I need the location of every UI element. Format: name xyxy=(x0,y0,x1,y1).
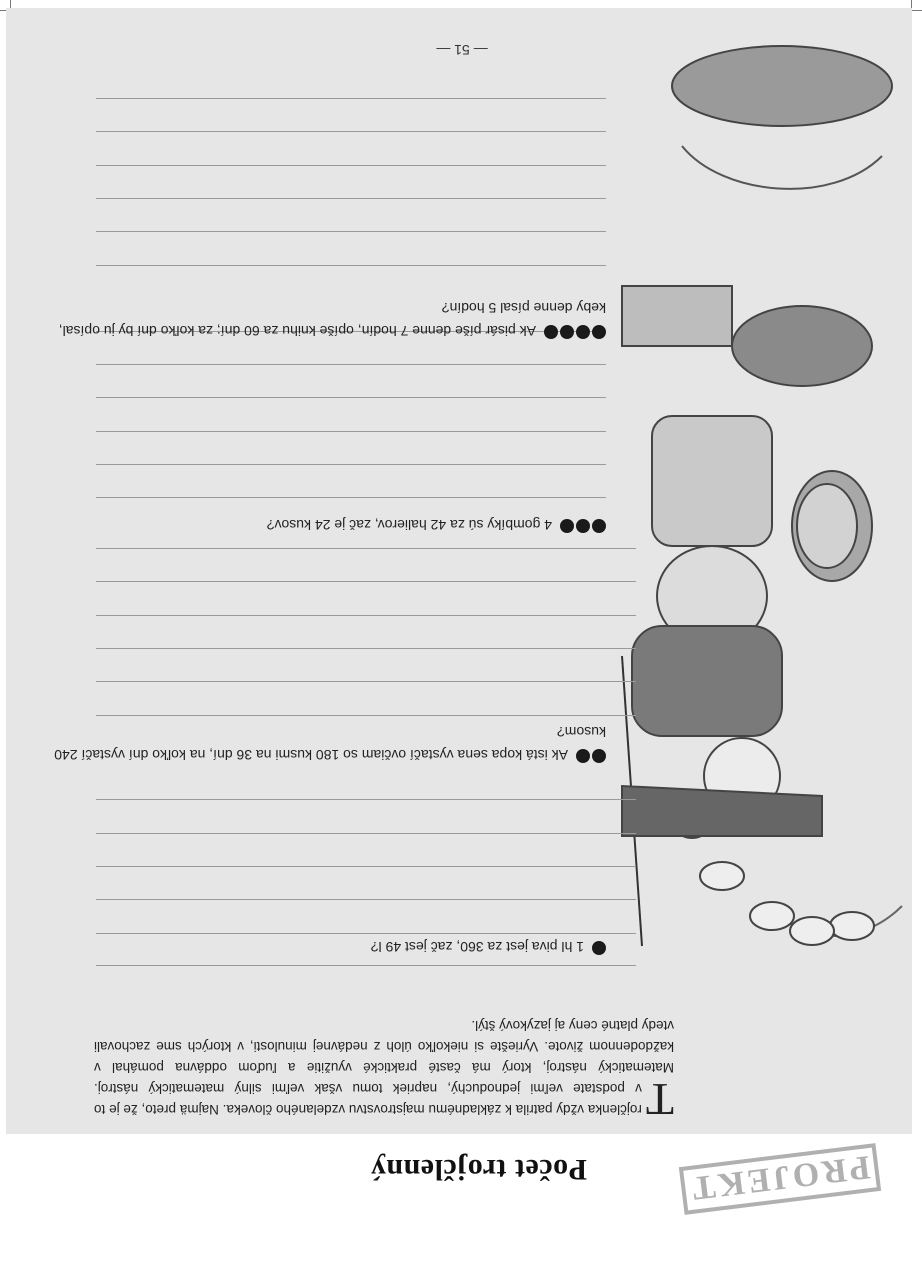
answer-line xyxy=(96,581,636,582)
answer-line xyxy=(96,431,606,432)
difficulty-dots xyxy=(590,935,606,957)
answer-line xyxy=(96,131,606,132)
answer-line xyxy=(96,933,636,934)
answer-line xyxy=(96,397,606,398)
task-text: 1 hl piva jest za 360, zač jest 49 l? xyxy=(370,939,584,955)
task-text: Ak istá kopa sena vystačí ovčiam so 180 kusmi na 36 dní, na koľko dní vystačí 240 kusom? xyxy=(54,724,606,763)
task-3 xyxy=(46,513,606,536)
answer-line xyxy=(96,866,636,867)
task-text: 4 gombíky sú za 42 halierov, zač je 24 kusov? xyxy=(266,517,552,533)
svg-text:PROJEKT: PROJEKT xyxy=(687,1148,873,1207)
task-1 xyxy=(46,935,606,958)
title-band xyxy=(0,1136,922,1286)
task-text: Ak pisár píše denne 7 hodín, opíše knihu za 60 dní; za koľko dní by ju opísal, keby denne písal 5 hodín? xyxy=(58,300,606,339)
answer-line xyxy=(96,548,636,549)
answer-line xyxy=(96,965,636,966)
scribe-illustration-icon xyxy=(592,16,922,986)
answer-line xyxy=(96,648,636,649)
page-title: Počet trojčlenný xyxy=(370,1153,587,1186)
answer-line xyxy=(96,464,606,465)
intro-text xyxy=(94,1015,674,1125)
answer-line xyxy=(96,364,606,365)
drop-cap: T xyxy=(645,1074,674,1125)
page-number: — 51 — xyxy=(436,42,488,58)
difficulty-dots xyxy=(542,319,606,341)
answer-line xyxy=(96,799,636,800)
projekt-stamp-icon xyxy=(678,1142,883,1216)
answer-line xyxy=(96,681,636,682)
answer-line xyxy=(96,231,606,232)
answer-line xyxy=(96,833,636,834)
answer-line xyxy=(96,265,606,266)
answer-line xyxy=(96,165,606,166)
answer-line xyxy=(96,98,606,99)
difficulty-dots xyxy=(574,743,606,765)
answer-line xyxy=(96,715,636,716)
answer-line xyxy=(96,497,606,498)
answer-line xyxy=(96,198,606,199)
answer-line xyxy=(96,899,636,900)
intro-paragraph: rojčlenka vždy patrila k základnému majstrovstvu vzdelaného človeka. Najmä preto, že je to v podstate veľmi jednoduchý, napriek tomu však veľmi silný matematický nástroj. Matematický nástroj, ktorý má časté praktické využitie a ľuďom oddávna pomáhal v každodennom živote. Vyriešte si niekoľko úloh z nedávnej minulosti, v ktorých sme zachovali vtedy platné ceny aj jazykový štýl. xyxy=(94,1018,674,1117)
task-2 xyxy=(46,721,606,766)
difficulty-dots xyxy=(558,513,606,535)
answer-line xyxy=(96,615,636,616)
task-4 xyxy=(46,297,606,342)
